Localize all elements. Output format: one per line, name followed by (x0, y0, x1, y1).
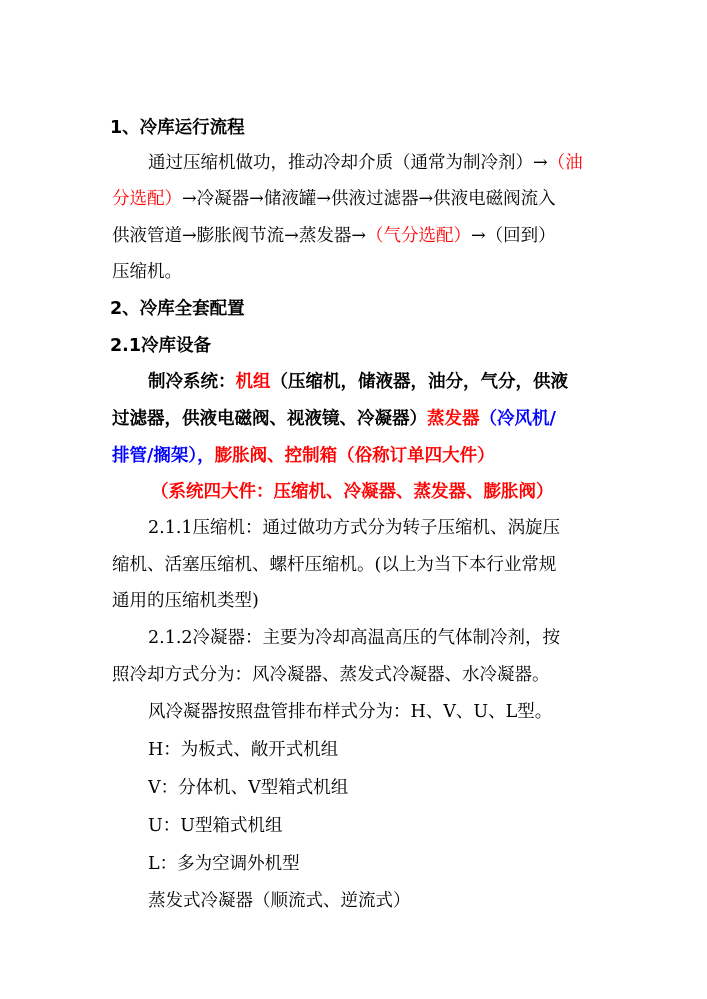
evaporator-highlight: 蒸发器 (427, 409, 480, 429)
compressor-paragraph-line-1: 2.1.1压缩机：通过做功方式分为转子压缩机、涡旋压 (148, 518, 561, 538)
section-2-title: 2、冷库全套配置 (110, 299, 245, 319)
condenser-paragraph-line-2: 照冷却方式分为：风冷凝器、蒸发式冷凝器、水冷凝器。 (112, 665, 550, 685)
flow-text: 供液管道→膨胀阀节流→蒸发器→ (112, 226, 366, 246)
gas-separator-note: （气分选配） (366, 226, 471, 246)
evaporator-types: 排管/搁架）， (112, 446, 215, 466)
compressor-paragraph-line-2: 缩机、活塞压缩机、螺杆压缩机。(以上为当下本行业常规 (112, 555, 557, 575)
refrigeration-system-line-1 (148, 370, 568, 394)
compressor-paragraph-line-3: 通用的压缩机类型) (112, 591, 259, 611)
flow-paragraph-line-2 (112, 187, 556, 211)
unit-components: （压缩机，储液器，油分，气分，供液 (270, 372, 568, 392)
section-1-title: 1、冷库运行流程 (110, 118, 245, 138)
flow-text: 通过压缩机做功，推动冷却介质（通常为制冷剂）→ (148, 153, 548, 173)
refrigeration-system-line-2 (112, 407, 556, 431)
label-text: 制冷系统： (148, 372, 236, 392)
type-u: U：U型箱式机组 (148, 816, 283, 836)
type-h: H：为板式、敞开式机组 (148, 740, 339, 760)
oil-separator-note: 分选配） (112, 189, 182, 209)
flow-paragraph-line-4: 压缩机。 (112, 262, 182, 282)
section-2-1-title: 2.1冷库设备 (110, 336, 212, 356)
unit-components: 过滤器，供液电磁阀、视液镜、冷凝器） (112, 409, 427, 429)
flow-text: →（回到） (471, 226, 556, 246)
flow-text: →冷凝器→储液罐→供液过滤器→供液电磁阀流入 (182, 189, 556, 209)
refrigeration-system-line-3 (112, 444, 495, 468)
air-condenser-types: 风冷凝器按照盘管排布样式分为：H、V、U、L型。 (148, 702, 553, 722)
unit-highlight: 机组 (235, 372, 271, 392)
evaporator-types: （冷风机/ (479, 409, 556, 429)
condenser-paragraph-line-1: 2.1.2冷凝器：主要为冷却高温高压的气体制冷剂，按 (148, 628, 561, 648)
evaporative-condenser: 蒸发式冷凝器（顺流式、逆流式） (148, 891, 411, 911)
flow-paragraph-line-1 (148, 151, 583, 175)
system-four-items: （系统四大件：压缩机、冷凝器、蒸发器、膨胀阀） (151, 482, 554, 502)
type-v: V：分体机、V型箱式机组 (148, 778, 349, 798)
flow-paragraph-line-3 (112, 224, 556, 248)
type-l: L：多为空调外机型 (148, 854, 300, 874)
order-four-items: 膨胀阀、控制箱（俗称订单四大件） (214, 446, 495, 466)
oil-separator-note: （油 (547, 153, 583, 173)
